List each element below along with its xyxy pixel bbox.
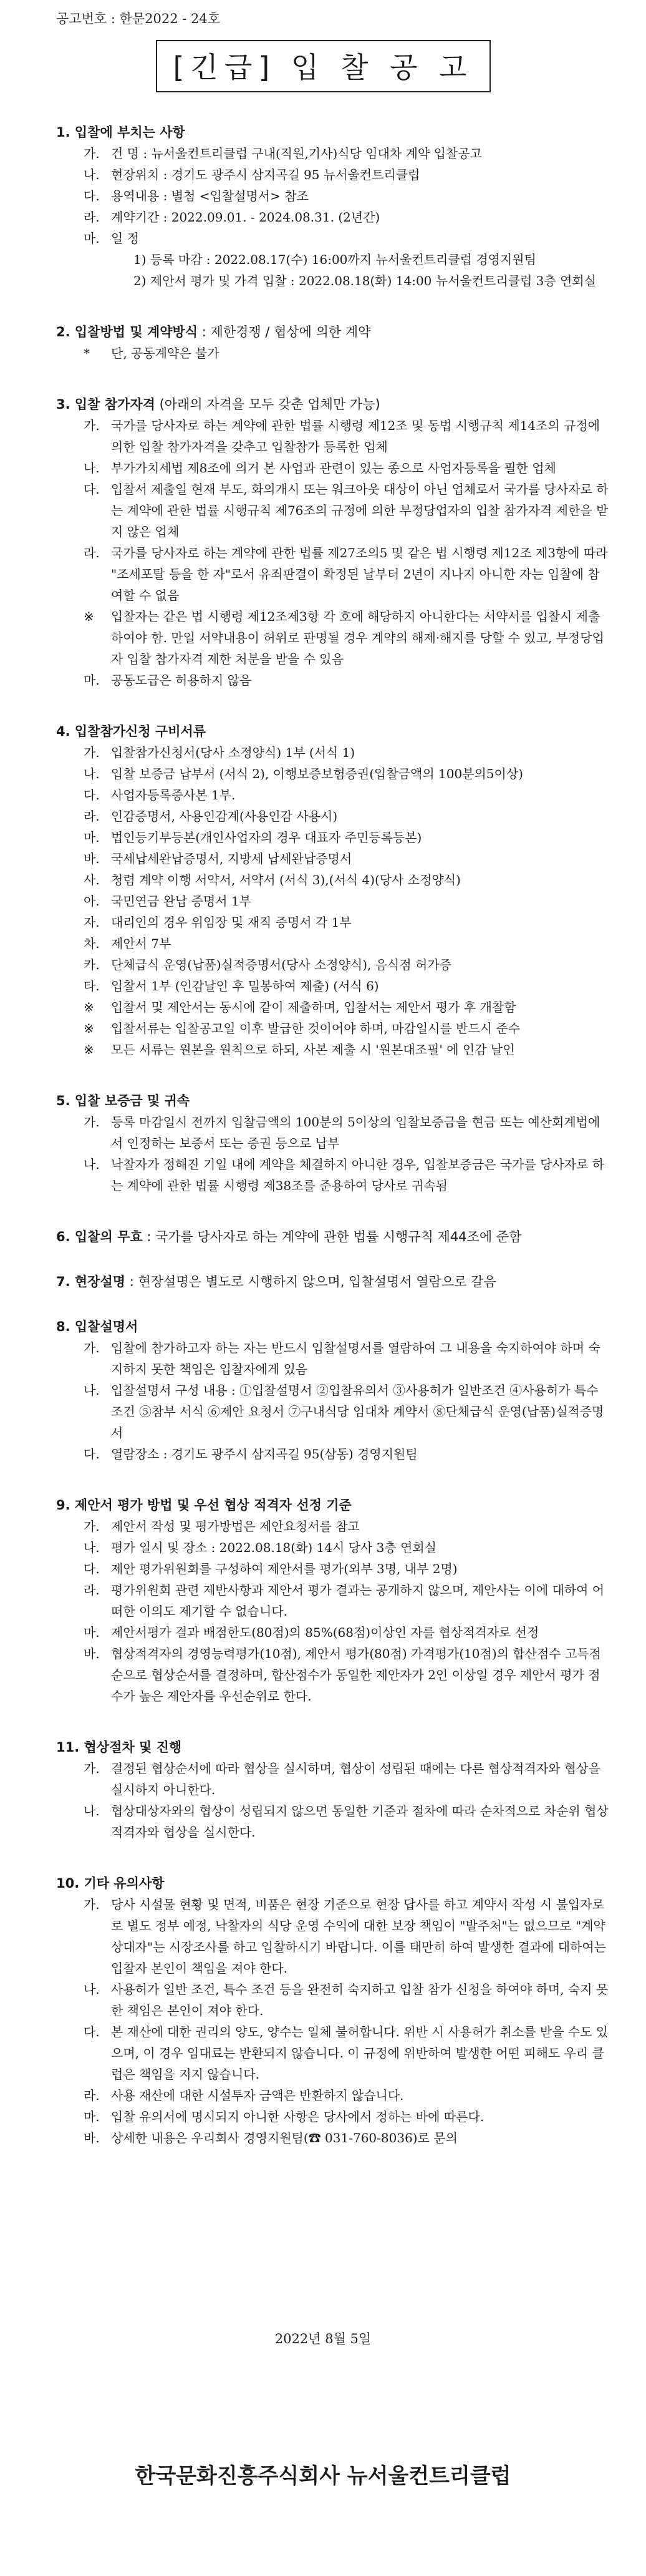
list-item-text: 입찰자는 같은 법 시행령 제12조제3항 각 호에 해당하지 아니한다는 서약서를 입찰시 제출하여야 함. 만일 서약내용이 허위로 판명될 경우 계약의 해제·해지를 당할 수 있고, 부정당업자 입찰 참가자격 제한 처분을 받을 수 있음 [111, 609, 604, 666]
section-spacer [56, 1247, 609, 1271]
list-item-mark: 가. [84, 1340, 100, 1355]
section-heading [56, 1271, 609, 1292]
section-heading [56, 321, 609, 343]
section [56, 1495, 609, 1707]
list-item-mark: 사. [84, 872, 100, 887]
list-item-text: 현장위치 : 경기도 광주시 삼지곡길 95 뉴서울컨트리클럽 [111, 167, 420, 182]
list-item-text: 사용허가 일반 조건, 특수 조건 등을 완전히 숙지하고 입찰 참가 신청을 하여야 하며, 숙지 못한 책임은 본인이 져야 한다. [111, 1982, 609, 2018]
section-spacer [56, 291, 609, 321]
list-item-text: 제안서 7부 [111, 936, 171, 951]
section-heading-title: 7. 현장설명 [56, 1274, 126, 1289]
list-item-mark: 가. [84, 745, 100, 760]
list-item [56, 457, 609, 479]
list-item-text: 청렴 계약 이행 서약서, 서약서 (서식 3),(서식 4)(당사 소정양식) [111, 872, 461, 887]
list-item-mark: 마. [84, 231, 100, 246]
list-item [56, 763, 609, 784]
section [56, 394, 609, 691]
list-item-text: 건 명 : 뉴서울컨트리클럽 구내(직원,기사)식당 임대차 계약 입찰공고 [111, 146, 482, 161]
list-item-mark: 마. [84, 830, 100, 845]
list-item-text: 입찰에 참가하고자 하는 자는 반드시 입찰설명서를 열람하여 그 내용을 숙지하여야 하며 숙지하지 못한 책임은 입찰자에게 있음 [111, 1340, 600, 1377]
list-item [56, 1579, 609, 1622]
list-item-mark: 라. [84, 210, 100, 225]
list-item-text: 입찰서 1부 (인감날인 후 밀봉하여 제출) (서식 6) [111, 978, 379, 993]
section-heading-title: 2. 입찰방법 및 계약방식 [56, 324, 198, 339]
list-item-mark: ※ [84, 1000, 94, 1015]
section [56, 1226, 609, 1247]
list-item-mark: 가. [84, 1761, 100, 1776]
list-item-mark: 나. [84, 167, 100, 182]
section-heading [56, 1737, 609, 1758]
list-item [56, 848, 609, 869]
list-item-text: 당사 시설물 현황 및 면적, 비품은 현장 기준으로 현장 답사를 하고 계약서 작성 시 불입자로로 별도 정부 예정, 낙찰자의 식당 운영 수익에 대한 보장 책임이 "발주처"는 없으므로 "계약상대자"는 시장조사를 하고 입찰하시기 바랍니다. 이를 태만히 하여 발생한 결과에 대하여는 입찰자 본인이 책임을 져야 한다. [111, 1897, 606, 1976]
list-item [56, 1622, 609, 1643]
list-item-text: 모든 서류는 원본을 원칙으로 하되, 사본 제출 시 '원본대조필' 에 인감 날인 [111, 1042, 515, 1057]
section-heading-title: 1. 입찰에 부치는 사항 [56, 125, 185, 140]
list-item-text: 법인등기부등본(개인사업자의 경우 대표자 주민등록등본) [111, 830, 422, 845]
list-item-text: 입찰 보증금 납부서 (서식 2), 이행보증보험증권(입찰금액의 100분의5이상) [111, 766, 523, 781]
list-item-mark: 다. [84, 482, 100, 497]
list-item [56, 869, 609, 890]
list-item [56, 933, 609, 954]
section-heading-rest: : 제한경쟁 / 협상에 의한 계약 [198, 324, 371, 339]
list-item-text: 낙찰자가 정해진 기일 내에 계약을 체결하지 아니한 경우, 입찰보증금은 국가를 당사자로 하는 계약에 관한 법률 시행령 제38조를 준용하여 당사로 귀속됨 [111, 1157, 605, 1193]
list-item [56, 207, 609, 228]
list-item-mark: * [84, 346, 90, 361]
list-item [56, 1154, 609, 1196]
section-heading [56, 1316, 609, 1337]
section [56, 721, 609, 1060]
notice-number: 공고번호 : 한문2022 - 24호 [56, 11, 221, 26]
list-item [56, 185, 609, 207]
section-spacer [56, 1292, 609, 1316]
section [56, 1090, 609, 1196]
list-item [56, 1537, 609, 1558]
list-item-mark: 마. [84, 2109, 100, 2124]
list-item-text: 사업자등록증사본 1부. [111, 788, 236, 803]
list-item [56, 1516, 609, 1537]
list-item-mark: 나. [84, 1982, 100, 1997]
list-item-text: 2) 제안서 평가 및 가격 입찰 : 2022.08.18(화) 14:00 뉴서울컨트리클럽 3층 연회실 [133, 273, 597, 288]
list-item [56, 270, 609, 291]
list-item [56, 784, 609, 806]
list-item [56, 228, 609, 249]
list-item-mark: 다. [84, 788, 100, 803]
list-item-text: 등록 마감일시 전까지 입찰금액의 100분의 5이상의 입찰보증금을 현금 또는 예산회계법에서 인정하는 보증서 또는 증권 등으로 납부 [111, 1115, 600, 1151]
list-item [56, 1894, 609, 1979]
list-item-mark: 차. [84, 936, 100, 951]
section [56, 1271, 609, 1292]
list-item-text: 협상적격자의 경영능력평가(10점), 제안서 평가(80점) 가격평가(10점)의 합산점수 고득점 순으로 협상순서를 결정하며, 합산점수가 동일한 제안자가 2인 이상일 경우 제안서 평가 점수가 높은 제안자를 우선순위로 한다. [111, 1646, 601, 1704]
list-item-mark: 마. [84, 673, 100, 688]
section-heading [56, 1873, 609, 1894]
list-item-mark: 카. [84, 957, 100, 972]
list-item-mark: ※ [84, 609, 94, 624]
section-heading-title: 11. 협상절차 및 진행 [56, 1740, 182, 1755]
list-item-mark: 나. [84, 1803, 100, 1818]
list-item-mark [56, 270, 111, 291]
list-item-mark: 라. [84, 809, 100, 824]
list-item-text: 사용 재산에 대한 시설투자 금액은 반환하지 않습니다. [111, 2088, 404, 2103]
section-heading-title: 8. 입찰설명서 [56, 1319, 138, 1334]
list-item-text: 인감증명서, 사용인감계(사용인감 사용시) [111, 809, 338, 824]
list-item [56, 479, 609, 542]
title-box [156, 40, 491, 92]
list-item [56, 1018, 609, 1039]
list-item-text: 제안서 작성 및 평가방법은 제안요청서를 참고 [111, 1519, 360, 1534]
title-wrap [0, 40, 646, 92]
list-item-text: 입찰참가신청서(당사 소정양식) 1부 (서식 1) [111, 745, 355, 760]
list-item-mark: 타. [84, 978, 100, 993]
section-heading-rest: (아래의 자격을 모두 갖춘 업체만 가능) [155, 397, 380, 412]
list-item-text: 제안서평가 결과 배점한도(80점)의 85%(68점)이상인 자를 협상적격자로 선정 [111, 1625, 539, 1640]
list-item-mark: 자. [84, 915, 100, 930]
list-item-mark: 나. [84, 1540, 100, 1555]
list-item [56, 827, 609, 848]
list-item-text: 국민연금 완납 증명서 1부 [111, 894, 251, 909]
list-item-mark: 가. [84, 1897, 100, 1912]
section [56, 1873, 609, 2149]
list-item-text: 국가를 당사자로 하는 계약에 관한 법률 제27조의5 및 같은 법 시행령 제12조 제3항에 따라 "조세포탈 등을 한 자"로서 유죄판결이 확정된 날부터 2년이 지나지 아니한 자는 입찰에 참여할 수 없음 [111, 545, 608, 603]
list-item-text: 평가 일시 및 장소 : 2022.08.18(화) 14시 당사 3층 연회실 [111, 1540, 437, 1555]
section-spacer [56, 1060, 609, 1090]
section-heading-title: 6. 입찰의 무효 [56, 1229, 143, 1244]
organization-name: 한국문화진흥주식회사 뉴서울컨트리클럽 [135, 2464, 511, 2489]
list-item [56, 975, 609, 997]
list-item [56, 997, 609, 1018]
list-item [56, 1111, 609, 1154]
list-item-text: 단, 공동계약은 불가 [111, 346, 219, 361]
list-item-text: 대리인의 경우 위임장 및 재직 증명서 각 1부 [111, 915, 352, 930]
section-heading [56, 1495, 609, 1516]
notice-date: 2022년 8월 5일 [274, 2331, 372, 2346]
section-heading [56, 394, 609, 415]
section-heading-title: 4. 입찰참가신청 구비서류 [56, 724, 206, 739]
list-item-mark: 라. [84, 545, 100, 560]
list-item [56, 143, 609, 164]
section [56, 1737, 609, 1843]
list-item [56, 164, 609, 185]
list-item [56, 742, 609, 763]
list-item-mark: ※ [84, 1021, 94, 1036]
list-item-text: 국세납세완납증명서, 지방세 납세완납증명서 [111, 851, 352, 866]
list-item [56, 343, 609, 364]
section [56, 1316, 609, 1465]
section-heading-title: 5. 입찰 보증금 및 귀속 [56, 1093, 190, 1108]
section-heading [56, 122, 609, 143]
list-item-text: 입찰서 및 제안서는 동시에 같이 제출하며, 입찰서는 제안서 평가 후 개찰함 [111, 1000, 516, 1015]
section-spacer [56, 691, 609, 721]
list-item [56, 1443, 609, 1465]
list-item [56, 1337, 609, 1380]
list-item-text: 입찰 유의서에 명시되지 아니한 사항은 당사에서 정하는 바에 따른다. [111, 2109, 484, 2124]
list-item-mark: 다. [84, 188, 100, 203]
list-item [56, 606, 609, 670]
list-item-mark: 가. [84, 418, 100, 433]
section-heading [56, 721, 609, 742]
list-item [56, 1039, 609, 1060]
page-title: [긴급] 입 찰 공 고 [173, 51, 473, 84]
section [56, 122, 609, 291]
list-item-mark: 나. [84, 1383, 100, 1398]
list-item-text: 결정된 협상순서에 따라 협상을 실시하며, 협상이 성립된 때에는 다른 협상적격자와 협상을 실시하지 아니한다. [111, 1761, 600, 1797]
list-item-mark [56, 249, 111, 270]
section-heading-title: 10. 기타 유의사항 [56, 1876, 165, 1891]
section-heading-title: 3. 입찰 참가자격 [56, 397, 155, 412]
list-item-mark: 다. [84, 1561, 100, 1576]
list-item [56, 249, 609, 270]
notice-body [56, 122, 609, 2178]
section-heading-rest: : 국가를 당사자로 하는 계약에 관한 법률 시행규칙 제44조에 준함 [142, 1229, 522, 1244]
list-item-text: 평가위원회 관련 제반사항과 제안서 평가 결과는 공개하지 않으며, 제안사는 이에 대하여 어떠한 이의도 제기할 수 없습니다. [111, 1583, 605, 1619]
list-item [56, 2127, 609, 2149]
list-item-mark: 다. [84, 1447, 100, 1461]
list-item [56, 1758, 609, 1800]
list-item-text: 입찰서 제출일 현재 부도, 화의개시 또는 워크아웃 대상이 아닌 업체로서 국가를 당사자로 하는 계약에 관한 법률 시행규칙 제76조의 규정에 의한 부정당업자의 입찰 참가자격 제한을 받지 않은 업체 [111, 482, 609, 539]
section [56, 321, 609, 364]
section-spacer [56, 364, 609, 394]
list-item-text: 단체급식 운영(납품)실적증명서(당사 소정양식), 음식점 허가증 [111, 957, 451, 972]
list-item-text: 공동도급은 허용하지 않음 [111, 673, 252, 688]
list-item-mark: 아. [84, 894, 100, 909]
list-item-mark: 가. [84, 146, 100, 161]
list-item-text: 일 정 [111, 231, 139, 246]
section-heading [56, 1226, 609, 1247]
section-spacer [56, 1465, 609, 1495]
list-item [56, 2106, 609, 2127]
section-heading-rest: : 현장설명은 별도로 시행하지 않으며, 입찰설명서 열람으로 갈음 [125, 1274, 496, 1289]
list-item [56, 2085, 609, 2106]
section-heading-title: 9. 제안서 평가 방법 및 우선 협상 적격자 선정 기준 [56, 1498, 352, 1513]
list-item-mark: 나. [84, 1157, 100, 1172]
section-spacer [56, 1843, 609, 1873]
list-item-mark: 가. [84, 1519, 100, 1534]
list-item-text: 제안 평가위원회를 구성하여 제안서를 평가(외부 3명, 내부 2명) [111, 1561, 458, 1576]
list-item [56, 670, 609, 691]
list-item-text: 상세한 내용은 우리회사 경영지원팀(☎ 031-760-8036)로 문의 [111, 2130, 458, 2145]
section-spacer [56, 2149, 609, 2178]
list-item-text: 입찰서류는 입찰공고일 이후 발급한 것이어야 하며, 마감일시를 반드시 준수 [111, 1021, 521, 1036]
list-item-mark: 나. [84, 461, 100, 476]
section-spacer [56, 1707, 609, 1737]
list-item [56, 415, 609, 457]
list-item [56, 806, 609, 827]
list-item [56, 890, 609, 912]
list-item-mark: 바. [84, 2130, 100, 2145]
list-item-mark: 바. [84, 851, 100, 866]
list-item [56, 1558, 609, 1579]
list-item [56, 1979, 609, 2021]
list-item [56, 1800, 609, 1843]
list-item-mark: 바. [84, 1646, 100, 1661]
list-item-mark: 라. [84, 1583, 100, 1598]
list-item-mark: 나. [84, 766, 100, 781]
list-item [56, 954, 609, 975]
list-item-text: 열람장소 : 경기도 광주시 삼지곡길 95(삼동) 경영지원팀 [111, 1447, 418, 1461]
list-item-text: 부가가치세법 제8조에 의거 본 사업과 관련이 있는 종으로 사업자등록을 필한 업체 [111, 461, 556, 476]
list-item-mark: 라. [84, 2088, 100, 2103]
list-item-mark: 다. [84, 2024, 100, 2039]
list-item [56, 1380, 609, 1443]
list-item-text: 협상대상자와의 협상이 성립되지 않으면 동일한 기준과 절차에 따라 순차적으로 차순위 협상적격자와 협상을 실시한다. [111, 1803, 609, 1840]
list-item-text: 용역내용 : 별첨 <입찰설명서> 참조 [111, 188, 309, 203]
section-heading [56, 1090, 609, 1111]
section-spacer [56, 1196, 609, 1226]
list-item [56, 1643, 609, 1707]
list-item [56, 912, 609, 933]
list-item-mark: 가. [84, 1115, 100, 1129]
list-item-text: 본 재산에 대한 권리의 양도, 양수는 일체 불허합니다. 위반 시 사용허가 취소를 받을 수도 있으며, 이 경우 임대료는 반환되지 않습니다. 이 규정에 위반하여 발생한 어떤 피해도 우리 클럽은 책임을 지지 않습니다. [111, 2024, 609, 2082]
list-item-text: 입찰설명서 구성 내용 : ①입찰설명서 ②입찰유의서 ③사용허가 일반조건 ④사용허가 특수조건 ⑤참부 서식 ⑥제안 요청서 ⑦구내식당 임대차 계약서 ⑧단체급식 운영(납품)실적증명서 [111, 1383, 604, 1440]
list-item [56, 2021, 609, 2085]
list-item-mark: 마. [84, 1625, 100, 1640]
list-item [56, 542, 609, 606]
list-item-text: 1) 등록 마감 : 2022.08.17(수) 16:00까지 뉴서울컨트리클럽 경영지원팀 [133, 252, 536, 267]
list-item-text: 국가를 당사자로 하는 계약에 관한 법률 시행령 제12조 및 동법 시행규칙 제14조의 규정에 의한 입찰 참가자격을 갖추고 입찰참가 등록한 업체 [111, 418, 600, 454]
list-item-mark: ※ [84, 1042, 94, 1057]
list-item-text: 계약기간 : 2022.09.01. - 2024.08.31. (2년간) [111, 210, 380, 225]
